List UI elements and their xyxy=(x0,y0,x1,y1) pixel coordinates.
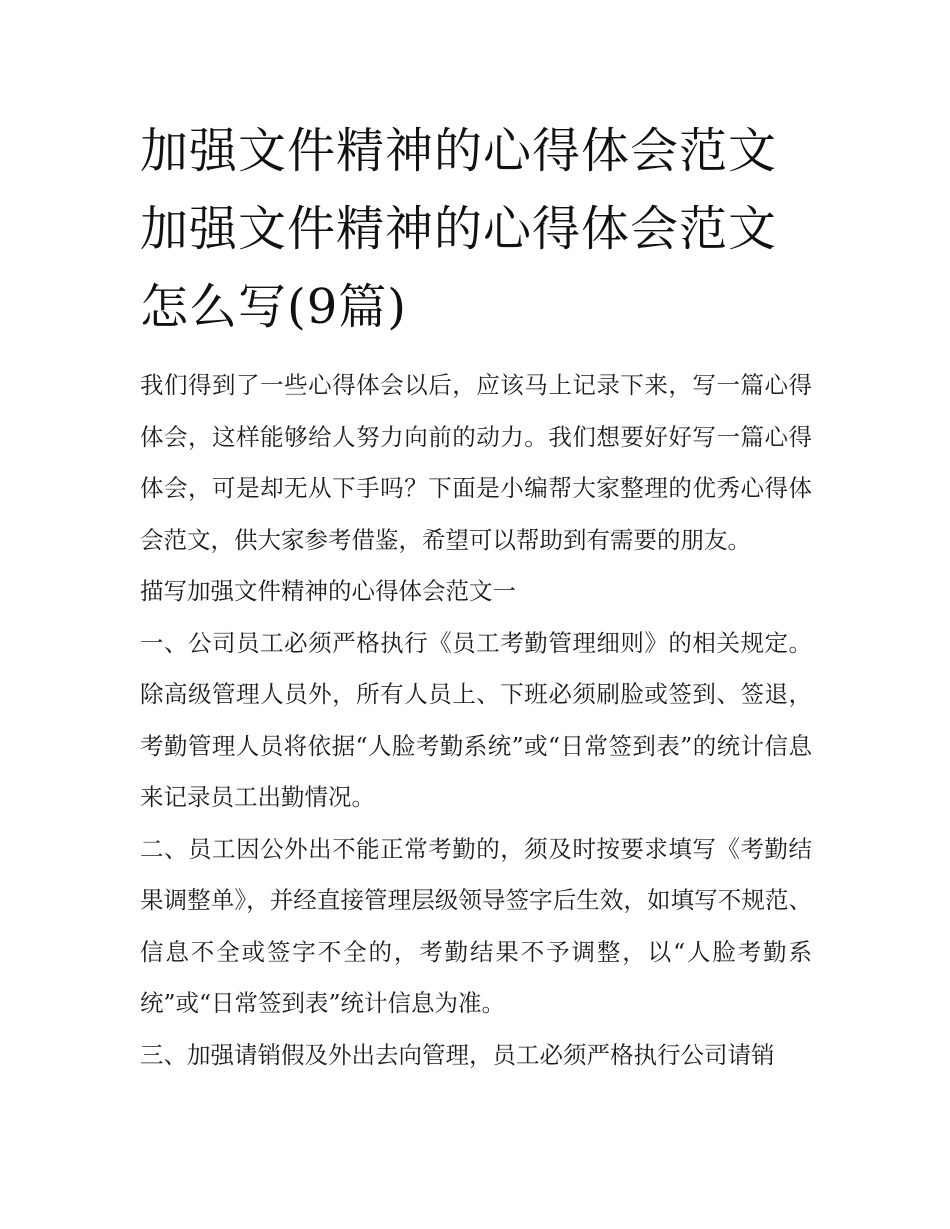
body-paragraph-1: 一、公司员工必须严格执行《员工考勤管理细则》的相关规定。除高级管理人员外，所有人员上、下班必须刷脸或签到、签退，考勤管理人员将依据“人脸考勤系统”或“日常签到表”的统计信息来记录员工出勤情况。 xyxy=(140,628,812,811)
document-page xyxy=(140,112,812,1081)
section-heading: 描写加强文件精神的心得体会范文一 xyxy=(140,577,516,605)
intro-paragraph: 我们得到了一些心得体会以后，应该马上记录下来，写一篇心得体会，这样能够给人努力向前的动力。我们想要好好写一篇心得体会，可是却无从下手吗？下面是小编帮大家整理的优秀心得体会范文，供大家参考借鉴，希望可以帮助到有需要的朋友。 xyxy=(140,371,812,554)
title-line-2: 加强文件精神的心得体会范文 xyxy=(140,201,778,257)
title-line-1: 加强文件精神的心得体会范文 xyxy=(140,123,778,179)
document-title xyxy=(140,112,812,346)
title-line-3: 怎么写(9篇) xyxy=(140,279,407,335)
body-paragraph-2: 二、员工因公外出不能正常考勤的，须及时按要求填写《考勤结果调整单》，并经直接管理层级领导签字后生效，如填写不规范、信息不全或签字不全的，考勤结果不予调整，以“人脸考勤系统”或“日常签到表”统计信息为准。 xyxy=(140,834,812,1017)
body-paragraph-3: 三、加强请销假及外出去向管理，员工必须严格执行公司请销 xyxy=(140,1040,775,1069)
